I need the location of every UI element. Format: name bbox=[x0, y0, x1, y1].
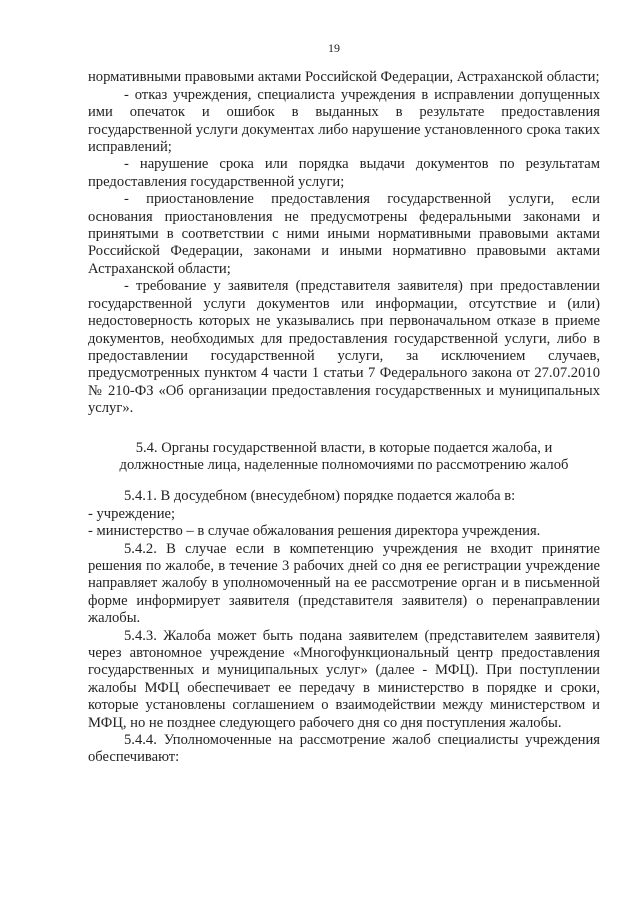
paragraph: - требование у заявителя (представителя заявителя) при предоставлении государственной услуги документов или информации, отсутствие и (или) недостоверность которых не указывались при первоначальном отказе в приеме документов, необходимых для предоставления государственной услуги, либо в предоставлении государственной услуги, за исключением случаев, предусмотренных пунктом 4 части 1 статьи 7 Федерального закона от 27.07.2010 № 210-ФЗ «Об организации предоставления государственных и муниципальных услуг». bbox=[88, 278, 600, 417]
document-page bbox=[88, 40, 600, 767]
paragraph: - приостановление предоставления государственной услуги, если основания приостановления не предусмотрены федеральными законами и принятыми в соответствии с ними иными нормативными правовыми актами Российской Федерации, законами и иными нормативно правовыми актами Астраханской области; bbox=[88, 191, 600, 277]
paragraph: - отказ учреждения, специалиста учреждения в исправлении допущенных ими опечаток и ошибок в выданных в результате предоставления государственной услуги документах либо нарушение установленного срока таких исправлений; bbox=[88, 86, 600, 156]
paragraph: - нарушение срока или порядка выдачи документов по результатам предоставления государственной услуги; bbox=[88, 156, 600, 190]
section-heading: 5.4. Органы государственной власти, в которые подается жалоба, и должностные лица, наделенные полномочиями по рассмотрению жалоб bbox=[119, 439, 569, 473]
paragraph: 5.4.1. В досудебном (внесудебном) порядке подается жалоба в: bbox=[124, 488, 516, 505]
paragraph: нормативными правовыми актами Российской Федерации, Астраханской области; bbox=[88, 69, 600, 86]
list-item: - учреждение; bbox=[88, 505, 176, 522]
paragraph: 5.4.4. Уполномоченные на рассмотрение жалоб специалисты учреждения обеспечивают: bbox=[88, 732, 600, 766]
paragraph: 5.4.2. В случае если в компетенцию учреждения не входит принятие решения по жалобе, в течение 3 рабочих дней со дня ее регистрации учреждение направляет жалобу в уполномоченный на ее рассмотрение орган и в письменной форме информирует заявителя (представителя заявителя) о перенаправлении жалобы. bbox=[88, 540, 600, 627]
paragraph: 5.4.3. Жалоба может быть подана заявителем (представителем заявителя) через автономное учреждение «Многофункциональный центр предоставления государственных и муниципальных услуг» (далее - МФЦ). При поступлении жалобы МФЦ обеспечивает ее передачу в министерство в порядке и сроки, которые установлены соглашением о взаимодействии между министерством и МФЦ, но не позднее следующего рабочего дня со дня поступления жалобы. bbox=[88, 627, 600, 731]
list-item: - министерство – в случае обжалования решения директора учреждения. bbox=[88, 523, 541, 540]
page-number: 19 bbox=[328, 41, 340, 55]
